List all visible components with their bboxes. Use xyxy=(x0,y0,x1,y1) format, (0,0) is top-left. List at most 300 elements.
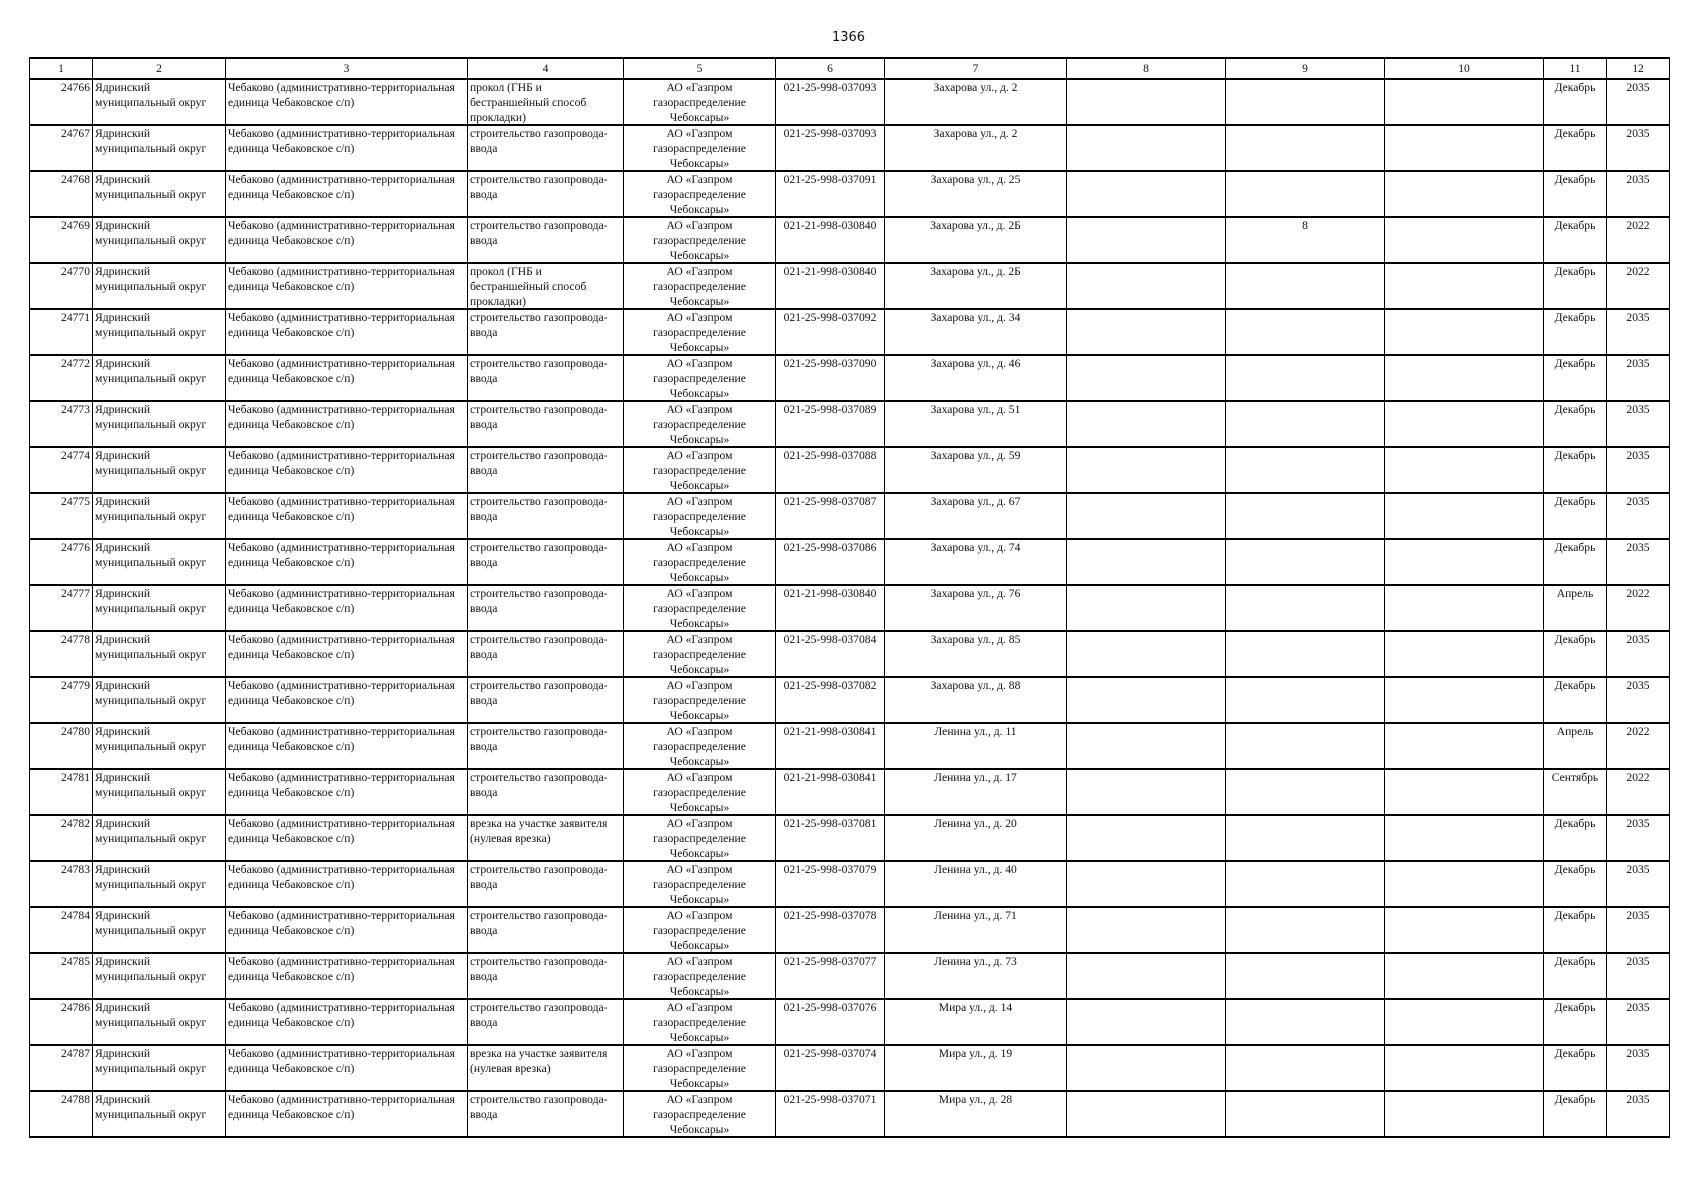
organization-cell-text: АО «Газпром газораспределение Чебоксары» xyxy=(653,173,746,216)
column-9-cell xyxy=(1226,401,1385,447)
work-type-cell-text: строительство газопровода-ввода xyxy=(470,1001,608,1029)
district-cell xyxy=(93,1045,226,1091)
address-cell xyxy=(885,769,1067,815)
column-8-cell xyxy=(1067,263,1226,309)
settlement-cell-text: Чебаково (административно-территориальная единица Чебаковское с/п) xyxy=(228,357,455,385)
column-9-cell xyxy=(1226,907,1385,953)
month-cell xyxy=(1544,585,1607,631)
month-cell-text: Декабрь xyxy=(1554,449,1596,462)
year-cell-text: 2035 xyxy=(1626,1093,1650,1106)
district-cell-text: Ядринский муниципальный округ xyxy=(95,357,207,385)
month-cell xyxy=(1544,769,1607,815)
settlement-cell-text: Чебаково (административно-территориальная единица Чебаковское с/п) xyxy=(228,541,455,569)
district-cell xyxy=(93,677,226,723)
row-number xyxy=(30,125,93,171)
column-9-cell xyxy=(1226,447,1385,493)
organization-cell xyxy=(624,723,776,769)
column-8-cell xyxy=(1067,447,1226,493)
address-cell-text: Захарова ул., д. 2Б xyxy=(930,265,1021,278)
district-cell xyxy=(93,907,226,953)
month-cell xyxy=(1544,907,1607,953)
address-cell-text: Мира ул., д. 19 xyxy=(938,1047,1013,1060)
settlement-cell-text: Чебаково (административно-территориальная единица Чебаковское с/п) xyxy=(228,1001,455,1029)
address-cell xyxy=(885,355,1067,401)
month-cell xyxy=(1544,631,1607,677)
work-type-cell xyxy=(468,907,624,953)
table-row xyxy=(30,677,1670,723)
address-cell xyxy=(885,907,1067,953)
row-number xyxy=(30,401,93,447)
column-9-cell xyxy=(1226,263,1385,309)
address-cell xyxy=(885,263,1067,309)
work-type-cell xyxy=(468,309,624,355)
work-type-cell xyxy=(468,493,624,539)
column-9-cell xyxy=(1226,585,1385,631)
column-9-cell-text: 8 xyxy=(1302,219,1308,232)
object-code-cell xyxy=(776,723,885,769)
address-cell xyxy=(885,631,1067,677)
row-number xyxy=(30,1045,93,1091)
district-cell xyxy=(93,79,226,125)
row-number xyxy=(30,769,93,815)
object-code-cell-text: 021-25-998-037071 xyxy=(783,1093,877,1106)
object-code-cell-text: 021-25-998-037074 xyxy=(783,1047,877,1060)
row-number-text: 24782 xyxy=(61,817,90,830)
object-code-cell-text: 021-21-998-030840 xyxy=(783,587,877,600)
year-cell-text: 2035 xyxy=(1626,81,1650,94)
column-10-cell xyxy=(1385,355,1544,401)
address-cell xyxy=(885,171,1067,217)
work-type-cell xyxy=(468,953,624,999)
address-cell-text: Захарова ул., д. 25 xyxy=(930,173,1021,186)
district-cell-text: Ядринский муниципальный округ xyxy=(95,495,207,523)
column-9-cell xyxy=(1226,125,1385,171)
settlement-cell-text: Чебаково (административно-территориальная единица Чебаковское с/п) xyxy=(228,1047,455,1075)
row-number-text: 24771 xyxy=(61,311,90,324)
row-number xyxy=(30,171,93,217)
month-cell-text: Декабрь xyxy=(1554,909,1596,922)
column-9-cell xyxy=(1226,1091,1385,1137)
object-code-cell-text: 021-21-998-030840 xyxy=(783,219,877,232)
work-type-cell-text: строительство газопровода-ввода xyxy=(470,449,608,477)
organization-cell-text: АО «Газпром газораспределение Чебоксары» xyxy=(653,449,746,492)
organization-cell-text: АО «Газпром газораспределение Чебоксары» xyxy=(653,817,746,860)
table-row xyxy=(30,1045,1670,1091)
settlement-cell xyxy=(226,1045,468,1091)
address-cell xyxy=(885,861,1067,907)
settlement-cell-text: Чебаково (административно-территориальная единица Чебаковское с/п) xyxy=(228,219,455,247)
column-9-cell xyxy=(1226,309,1385,355)
address-cell-text: Захарова ул., д. 67 xyxy=(930,495,1021,508)
column-header-6: 6 xyxy=(776,58,885,79)
address-cell xyxy=(885,677,1067,723)
address-cell xyxy=(885,1091,1067,1137)
district-cell-text: Ядринский муниципальный округ xyxy=(95,679,207,707)
year-cell-text: 2035 xyxy=(1626,909,1650,922)
column-9-cell xyxy=(1226,355,1385,401)
object-code-cell xyxy=(776,953,885,999)
month-cell xyxy=(1544,815,1607,861)
settlement-cell xyxy=(226,447,468,493)
district-cell-text: Ядринский муниципальный округ xyxy=(95,587,207,615)
district-cell-text: Ядринский муниципальный округ xyxy=(95,311,207,339)
organization-cell-text: АО «Газпром газораспределение Чебоксары» xyxy=(653,357,746,400)
table-row xyxy=(30,355,1670,401)
address-cell-text: Мира ул., д. 28 xyxy=(938,1093,1013,1106)
object-code-cell xyxy=(776,401,885,447)
year-cell xyxy=(1607,907,1670,953)
row-number xyxy=(30,815,93,861)
table-row xyxy=(30,79,1670,125)
row-number xyxy=(30,953,93,999)
year-cell-text: 2022 xyxy=(1626,587,1650,600)
address-cell xyxy=(885,125,1067,171)
work-type-cell-text: строительство газопровода-ввода xyxy=(470,541,608,569)
month-cell-text: Декабрь xyxy=(1554,265,1596,278)
column-10-cell xyxy=(1385,401,1544,447)
year-cell xyxy=(1607,401,1670,447)
organization-cell-text: АО «Газпром газораспределение Чебоксары» xyxy=(653,265,746,308)
work-type-cell-text: строительство газопровода-ввода xyxy=(470,403,608,431)
row-number xyxy=(30,999,93,1045)
work-type-cell xyxy=(468,217,624,263)
year-cell xyxy=(1607,631,1670,677)
year-cell-text: 2022 xyxy=(1626,219,1650,232)
row-number-text: 24767 xyxy=(61,127,90,140)
column-10-cell xyxy=(1385,263,1544,309)
month-cell xyxy=(1544,677,1607,723)
column-header-2: 2 xyxy=(93,58,226,79)
settlement-cell xyxy=(226,815,468,861)
month-cell xyxy=(1544,447,1607,493)
table-row xyxy=(30,309,1670,355)
column-header-12: 12 xyxy=(1607,58,1670,79)
column-10-cell xyxy=(1385,999,1544,1045)
address-cell xyxy=(885,217,1067,263)
year-cell xyxy=(1607,79,1670,125)
district-cell xyxy=(93,631,226,677)
column-8-cell xyxy=(1067,355,1226,401)
district-cell-text: Ядринский муниципальный округ xyxy=(95,541,207,569)
year-cell xyxy=(1607,1091,1670,1137)
settlement-cell xyxy=(226,723,468,769)
organization-cell-text: АО «Газпром газораспределение Чебоксары» xyxy=(653,679,746,722)
organization-cell xyxy=(624,585,776,631)
year-cell xyxy=(1607,539,1670,585)
row-number-text: 24770 xyxy=(61,265,90,278)
settlement-cell-text: Чебаково (административно-территориальная единица Чебаковское с/п) xyxy=(228,725,455,753)
object-code-cell xyxy=(776,631,885,677)
table-row xyxy=(30,447,1670,493)
organization-cell-text: АО «Газпром газораспределение Чебоксары» xyxy=(653,863,746,906)
object-code-cell-text: 021-25-998-037081 xyxy=(783,817,877,830)
row-number-text: 24783 xyxy=(61,863,90,876)
table-row xyxy=(30,217,1670,263)
month-cell xyxy=(1544,1091,1607,1137)
column-10-cell xyxy=(1385,217,1544,263)
object-code-cell-text: 021-25-998-037087 xyxy=(783,495,877,508)
column-10-cell xyxy=(1385,815,1544,861)
column-10-cell xyxy=(1385,79,1544,125)
month-cell xyxy=(1544,217,1607,263)
year-cell xyxy=(1607,1045,1670,1091)
address-cell-text: Захарова ул., д. 88 xyxy=(930,679,1021,692)
settlement-cell xyxy=(226,999,468,1045)
page-number: 1366 xyxy=(831,30,866,45)
work-type-cell xyxy=(468,631,624,677)
year-cell xyxy=(1607,999,1670,1045)
object-code-cell xyxy=(776,309,885,355)
work-type-cell-text: строительство газопровода-ввода xyxy=(470,771,608,799)
month-cell-text: Декабрь xyxy=(1554,679,1596,692)
column-9-cell xyxy=(1226,723,1385,769)
year-cell-text: 2022 xyxy=(1626,265,1650,278)
table-row xyxy=(30,125,1670,171)
month-cell xyxy=(1544,309,1607,355)
district-cell xyxy=(93,861,226,907)
table-row xyxy=(30,493,1670,539)
year-cell xyxy=(1607,585,1670,631)
object-code-cell xyxy=(776,769,885,815)
work-type-cell-text: строительство газопровода-ввода xyxy=(470,495,608,523)
year-cell xyxy=(1607,447,1670,493)
object-code-cell-text: 021-25-998-037086 xyxy=(783,541,877,554)
object-code-cell-text: 021-25-998-037077 xyxy=(783,955,877,968)
district-cell xyxy=(93,769,226,815)
column-10-cell xyxy=(1385,861,1544,907)
object-code-cell-text: 021-25-998-037093 xyxy=(783,81,877,94)
address-cell-text: Захарова ул., д. 2 xyxy=(933,127,1018,140)
organization-cell-text: АО «Газпром газораспределение Чебоксары» xyxy=(653,311,746,354)
column-10-cell xyxy=(1385,539,1544,585)
organization-cell xyxy=(624,861,776,907)
object-code-cell xyxy=(776,217,885,263)
year-cell-text: 2035 xyxy=(1626,679,1650,692)
settlement-cell-text: Чебаково (административно-территориальная единица Чебаковское с/п) xyxy=(228,495,455,523)
district-cell xyxy=(93,815,226,861)
district-cell xyxy=(93,217,226,263)
organization-cell xyxy=(624,493,776,539)
column-9-cell xyxy=(1226,79,1385,125)
row-number-text: 24776 xyxy=(61,541,90,554)
district-cell-text: Ядринский муниципальный округ xyxy=(95,1047,207,1075)
column-8-cell xyxy=(1067,769,1226,815)
month-cell xyxy=(1544,125,1607,171)
column-8-cell xyxy=(1067,953,1226,999)
row-number xyxy=(30,1091,93,1137)
row-number xyxy=(30,447,93,493)
month-cell xyxy=(1544,171,1607,217)
settlement-cell xyxy=(226,171,468,217)
organization-cell-text: АО «Газпром газораспределение Чебоксары» xyxy=(653,587,746,630)
row-number-text: 24778 xyxy=(61,633,90,646)
year-cell xyxy=(1607,125,1670,171)
month-cell-text: Декабрь xyxy=(1554,541,1596,554)
row-number xyxy=(30,677,93,723)
address-cell xyxy=(885,493,1067,539)
object-code-cell-text: 021-25-998-037090 xyxy=(783,357,877,370)
work-type-cell-text: строительство газопровода-ввода xyxy=(470,357,608,385)
object-code-cell xyxy=(776,861,885,907)
year-cell xyxy=(1607,769,1670,815)
year-cell-text: 2035 xyxy=(1626,541,1650,554)
year-cell xyxy=(1607,217,1670,263)
header-row xyxy=(30,58,1670,79)
month-cell xyxy=(1544,953,1607,999)
column-8-cell xyxy=(1067,539,1226,585)
work-type-cell xyxy=(468,723,624,769)
table-row xyxy=(30,953,1670,999)
work-type-cell-text: строительство газопровода-ввода xyxy=(470,587,608,615)
work-type-cell xyxy=(468,815,624,861)
district-cell xyxy=(93,1091,226,1137)
address-cell-text: Захарова ул., д. 46 xyxy=(930,357,1021,370)
column-9-cell xyxy=(1226,631,1385,677)
address-cell xyxy=(885,309,1067,355)
address-cell xyxy=(885,539,1067,585)
district-cell-text: Ядринский муниципальный округ xyxy=(95,863,207,891)
year-cell-text: 2035 xyxy=(1626,449,1650,462)
column-8-cell xyxy=(1067,723,1226,769)
column-10-cell xyxy=(1385,631,1544,677)
organization-cell-text: АО «Газпром газораспределение Чебоксары» xyxy=(653,725,746,768)
year-cell-text: 2035 xyxy=(1626,955,1650,968)
object-code-cell xyxy=(776,79,885,125)
year-cell xyxy=(1607,309,1670,355)
organization-cell-text: АО «Газпром газораспределение Чебоксары» xyxy=(653,955,746,998)
table-row xyxy=(30,1091,1670,1137)
month-cell xyxy=(1544,79,1607,125)
column-9-cell xyxy=(1226,217,1385,263)
column-8-cell xyxy=(1067,1091,1226,1137)
month-cell xyxy=(1544,861,1607,907)
district-cell xyxy=(93,999,226,1045)
settlement-cell-text: Чебаково (административно-территориальная единица Чебаковское с/п) xyxy=(228,679,455,707)
row-number xyxy=(30,79,93,125)
district-cell xyxy=(93,539,226,585)
row-number-text: 24774 xyxy=(61,449,90,462)
work-type-cell xyxy=(468,79,624,125)
settlement-cell-text: Чебаково (административно-территориальная единица Чебаковское с/п) xyxy=(228,81,455,109)
column-8-cell xyxy=(1067,217,1226,263)
month-cell xyxy=(1544,1045,1607,1091)
column-8-cell xyxy=(1067,79,1226,125)
column-10-cell xyxy=(1385,171,1544,217)
column-8-cell xyxy=(1067,401,1226,447)
settlement-cell xyxy=(226,309,468,355)
settlement-cell xyxy=(226,493,468,539)
column-9-cell xyxy=(1226,539,1385,585)
column-header-11: 11 xyxy=(1544,58,1607,79)
year-cell-text: 2035 xyxy=(1626,311,1650,324)
column-8-cell xyxy=(1067,907,1226,953)
month-cell-text: Декабрь xyxy=(1554,403,1596,416)
address-cell-text: Ленина ул., д. 71 xyxy=(934,909,1017,922)
register-table xyxy=(29,57,1670,1138)
object-code-cell-text: 021-25-998-037089 xyxy=(783,403,877,416)
object-code-cell-text: 021-25-998-037088 xyxy=(783,449,877,462)
row-number-text: 24787 xyxy=(61,1047,90,1060)
object-code-cell xyxy=(776,585,885,631)
address-cell xyxy=(885,401,1067,447)
year-cell-text: 2035 xyxy=(1626,495,1650,508)
column-8-cell xyxy=(1067,861,1226,907)
column-10-cell xyxy=(1385,723,1544,769)
organization-cell xyxy=(624,263,776,309)
address-cell xyxy=(885,1045,1067,1091)
address-cell-text: Ленина ул., д. 73 xyxy=(934,955,1017,968)
district-cell-text: Ядринский муниципальный округ xyxy=(95,909,207,937)
row-number-text: 24780 xyxy=(61,725,90,738)
column-8-cell xyxy=(1067,171,1226,217)
table-row xyxy=(30,723,1670,769)
month-cell-text: Апрель xyxy=(1556,725,1594,738)
object-code-cell-text: 021-21-998-030840 xyxy=(783,265,877,278)
row-number-text: 24785 xyxy=(61,955,90,968)
column-8-cell xyxy=(1067,677,1226,723)
column-8-cell xyxy=(1067,125,1226,171)
settlement-cell xyxy=(226,401,468,447)
address-cell-text: Захарова ул., д. 85 xyxy=(930,633,1021,646)
column-10-cell xyxy=(1385,309,1544,355)
settlement-cell xyxy=(226,539,468,585)
address-cell-text: Захарова ул., д. 2 xyxy=(933,81,1018,94)
month-cell-text: Декабрь xyxy=(1554,1001,1596,1014)
organization-cell-text: АО «Газпром газораспределение Чебоксары» xyxy=(653,403,746,446)
work-type-cell xyxy=(468,861,624,907)
address-cell-text: Захарова ул., д. 51 xyxy=(930,403,1021,416)
month-cell-text: Апрель xyxy=(1556,587,1594,600)
object-code-cell-text: 021-25-998-037079 xyxy=(783,863,877,876)
year-cell-text: 2035 xyxy=(1626,173,1650,186)
object-code-cell-text: 021-21-998-030841 xyxy=(783,771,877,784)
column-9-cell xyxy=(1226,769,1385,815)
row-number-text: 24766 xyxy=(61,81,90,94)
month-cell-text: Декабрь xyxy=(1554,1093,1596,1106)
row-number xyxy=(30,217,93,263)
year-cell xyxy=(1607,815,1670,861)
organization-cell xyxy=(624,1091,776,1137)
object-code-cell xyxy=(776,815,885,861)
object-code-cell xyxy=(776,1091,885,1137)
organization-cell-text: АО «Газпром газораспределение Чебоксары» xyxy=(653,1001,746,1044)
table-row xyxy=(30,631,1670,677)
organization-cell xyxy=(624,769,776,815)
year-cell-text: 2035 xyxy=(1626,1047,1650,1060)
column-10-cell xyxy=(1385,907,1544,953)
settlement-cell-text: Чебаково (административно-территориальная единица Чебаковское с/п) xyxy=(228,955,455,983)
settlement-cell xyxy=(226,631,468,677)
district-cell xyxy=(93,263,226,309)
district-cell-text: Ядринский муниципальный округ xyxy=(95,81,207,109)
settlement-cell-text: Чебаково (административно-территориальная единица Чебаковское с/п) xyxy=(228,311,455,339)
column-header-5: 5 xyxy=(624,58,776,79)
organization-cell-text: АО «Газпром газораспределение Чебоксары» xyxy=(653,771,746,814)
district-cell-text: Ядринский муниципальный округ xyxy=(95,127,207,155)
column-header-8: 8 xyxy=(1067,58,1226,79)
column-8-cell xyxy=(1067,815,1226,861)
column-10-cell xyxy=(1385,1091,1544,1137)
year-cell-text: 2035 xyxy=(1626,817,1650,830)
settlement-cell-text: Чебаково (административно-территориальная единица Чебаковское с/п) xyxy=(228,265,455,293)
organization-cell xyxy=(624,355,776,401)
row-number xyxy=(30,585,93,631)
organization-cell xyxy=(624,815,776,861)
settlement-cell-text: Чебаково (административно-территориальная единица Чебаковское с/п) xyxy=(228,449,455,477)
row-number xyxy=(30,355,93,401)
settlement-cell-text: Чебаково (административно-территориальная единица Чебаковское с/п) xyxy=(228,863,455,891)
organization-cell-text: АО «Газпром газораспределение Чебоксары» xyxy=(653,495,746,538)
